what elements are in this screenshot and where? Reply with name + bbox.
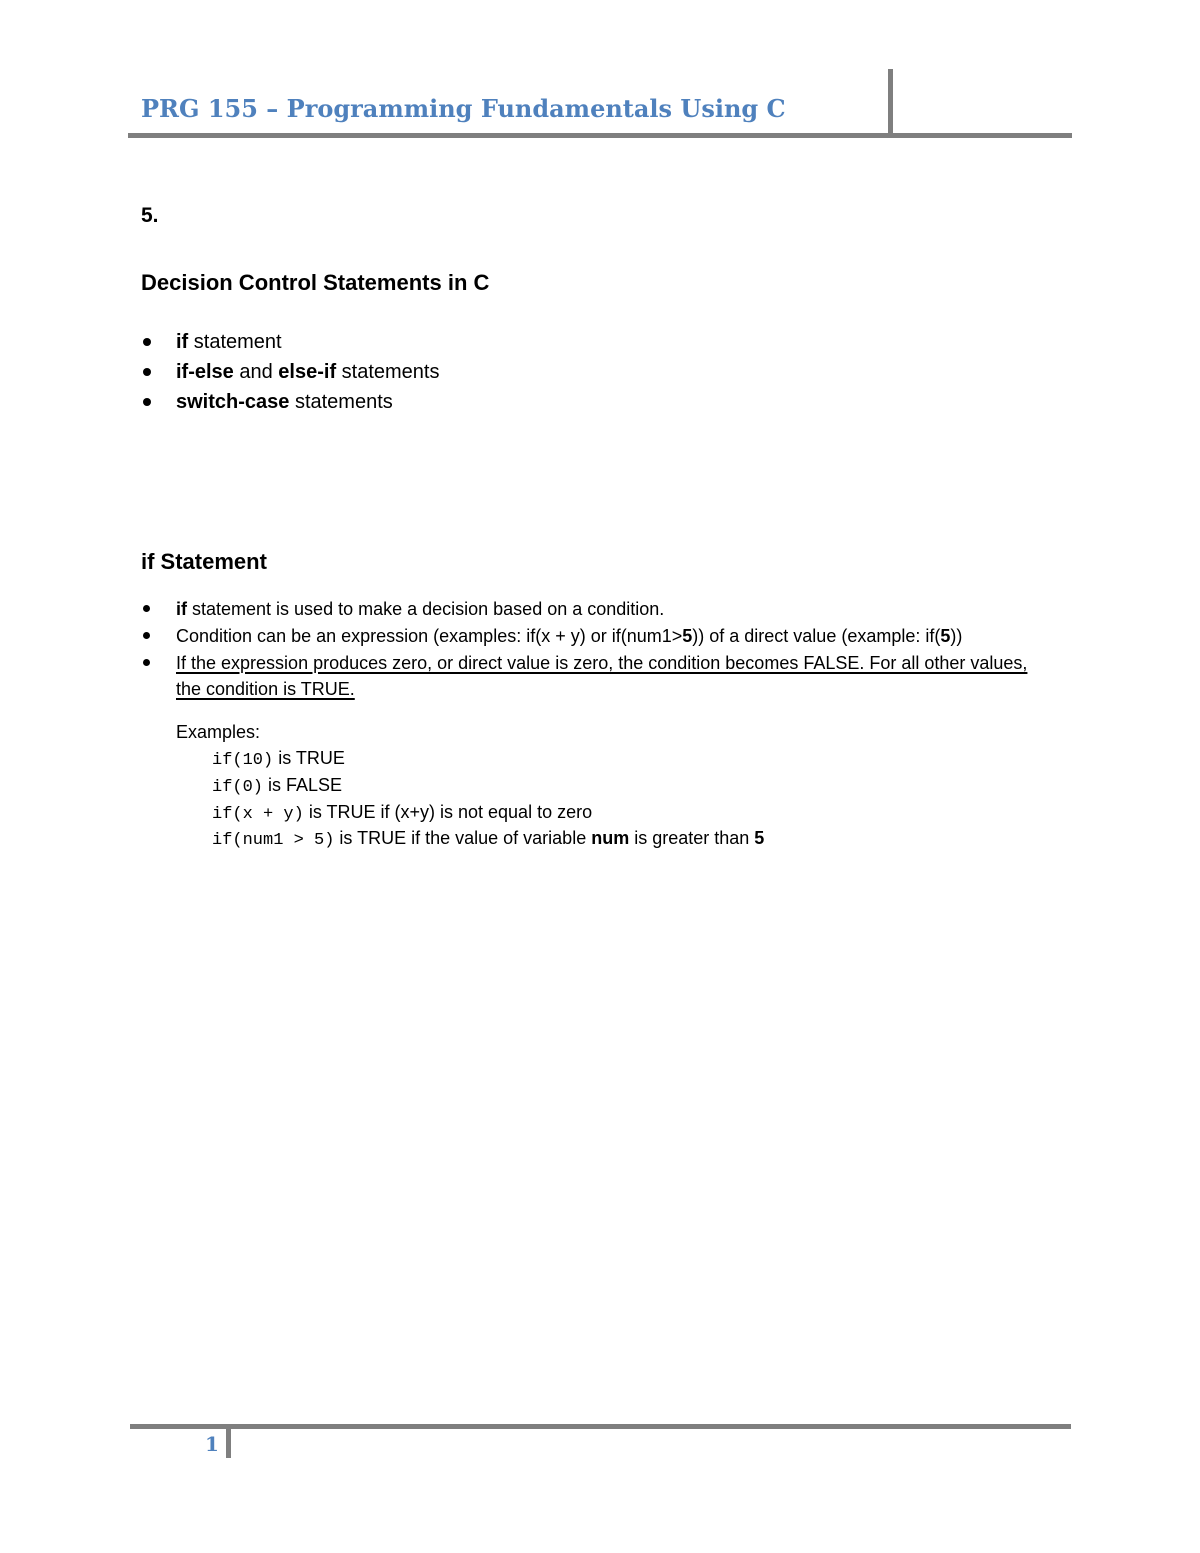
examples-label: Examples: <box>176 722 261 742</box>
if-statement-bullets <box>141 596 1061 703</box>
bullet-icon <box>143 398 151 406</box>
page-number: 1 <box>205 1432 219 1456</box>
list-item: Condition can be an expression (examples: if(x + y) or if(num1>5)) of a direct value (example: if(5)) <box>141 623 1061 649</box>
list-item <box>141 650 1036 702</box>
header-vertical-rule <box>888 69 893 136</box>
list-item: if statement is used to make a decision based on a condition. <box>141 596 1061 622</box>
bullet-icon <box>143 338 151 346</box>
code-snippet: if(x + y) <box>212 805 304 824</box>
list-item: if statement <box>141 328 1061 358</box>
footer-vertical-rule <box>226 1428 231 1458</box>
code-snippet: if(0) <box>212 778 264 797</box>
header-rule <box>128 133 1072 138</box>
topics-list <box>141 328 1061 418</box>
example-row: if(0) is FALSE <box>212 775 343 797</box>
code-snippet: if(10) <box>212 751 274 770</box>
example-row: if(x + y) is TRUE if (x+y) is not equal to zero <box>212 802 593 824</box>
bullet-icon <box>143 632 150 639</box>
list-item: if-else and else-if statements <box>141 358 1061 388</box>
list-item: switch-case statements <box>141 388 1061 418</box>
if-statement-heading: if Statement <box>141 549 267 574</box>
bullet-icon <box>143 659 150 666</box>
header-title: PRG 155 – Programming Fundamentals Using C <box>141 94 786 123</box>
section-number: 5. <box>141 204 159 227</box>
bullet-icon <box>143 368 151 376</box>
footer-rule <box>130 1424 1071 1429</box>
section-heading: Decision Control Statements in C <box>141 270 490 295</box>
bullet-icon <box>143 605 150 612</box>
code-snippet: if(num1 > 5) <box>212 831 335 850</box>
example-row: if(num1 > 5) is TRUE if the value of variable num is greater than 5 <box>212 828 765 850</box>
example-row: if(10) is TRUE <box>212 748 345 770</box>
condition-rule-text: If the expression produces zero, or direct value is zero, the condition becomes FALSE. For all other values, the condition is TRUE. <box>176 653 1028 699</box>
